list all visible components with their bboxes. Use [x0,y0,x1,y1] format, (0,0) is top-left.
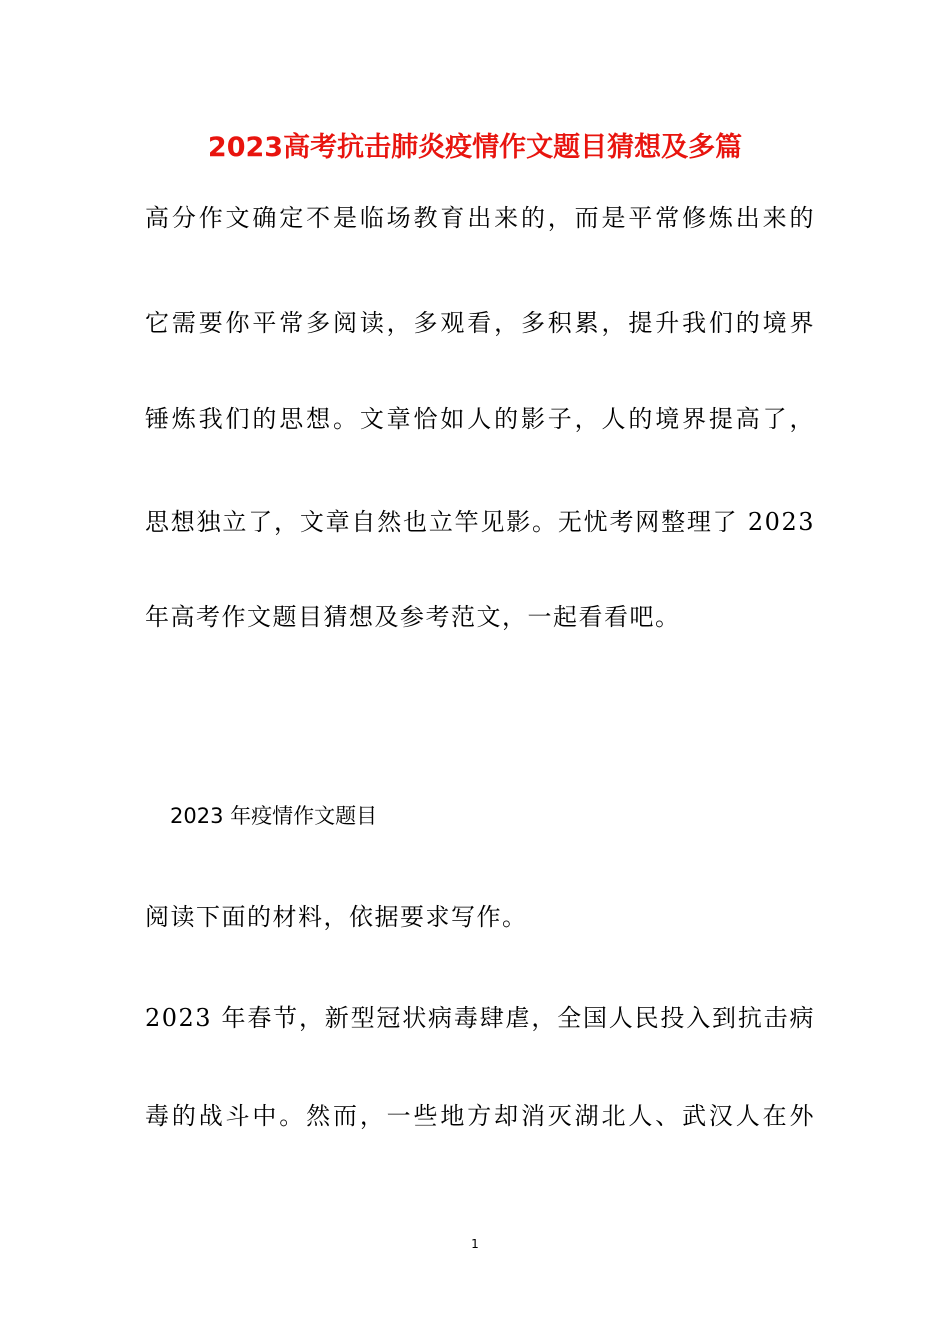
intro-line-1: 高分作文确定不是临场教育出来的，而是平常修炼出来的 [145,204,815,232]
instruction-line: 阅读下面的材料，依据要求写作。 [145,903,528,931]
intro-line-4: 思想独立了，文章自然也立竿见影。无忧考网整理了 2023 [145,508,815,536]
intro-line-3: 锤炼我们的思想。文章恰如人的影子，人的境界提高了， [145,405,815,433]
page-number: 1 [471,1237,479,1251]
intro-line-5: 年高考作文题目猜想及参考范文，一起看看吧。 [145,603,681,631]
intro-line-2: 它需要你平常多阅读，多观看，多积累，提升我们的境界 [145,309,815,337]
section-heading: 2023 年疫情作文题目 [170,804,378,828]
document-title: 2023高考抗击肺炎疫情作文题目猜想及多篇 [207,132,743,163]
material-line-2: 毒的战斗中。然而，一些地方却消灭湖北人、武汉人在外 [145,1102,815,1130]
material-line-1: 2023 年春节，新型冠状病毒肆虐，全国人民投入到抗击病 [145,1004,815,1032]
